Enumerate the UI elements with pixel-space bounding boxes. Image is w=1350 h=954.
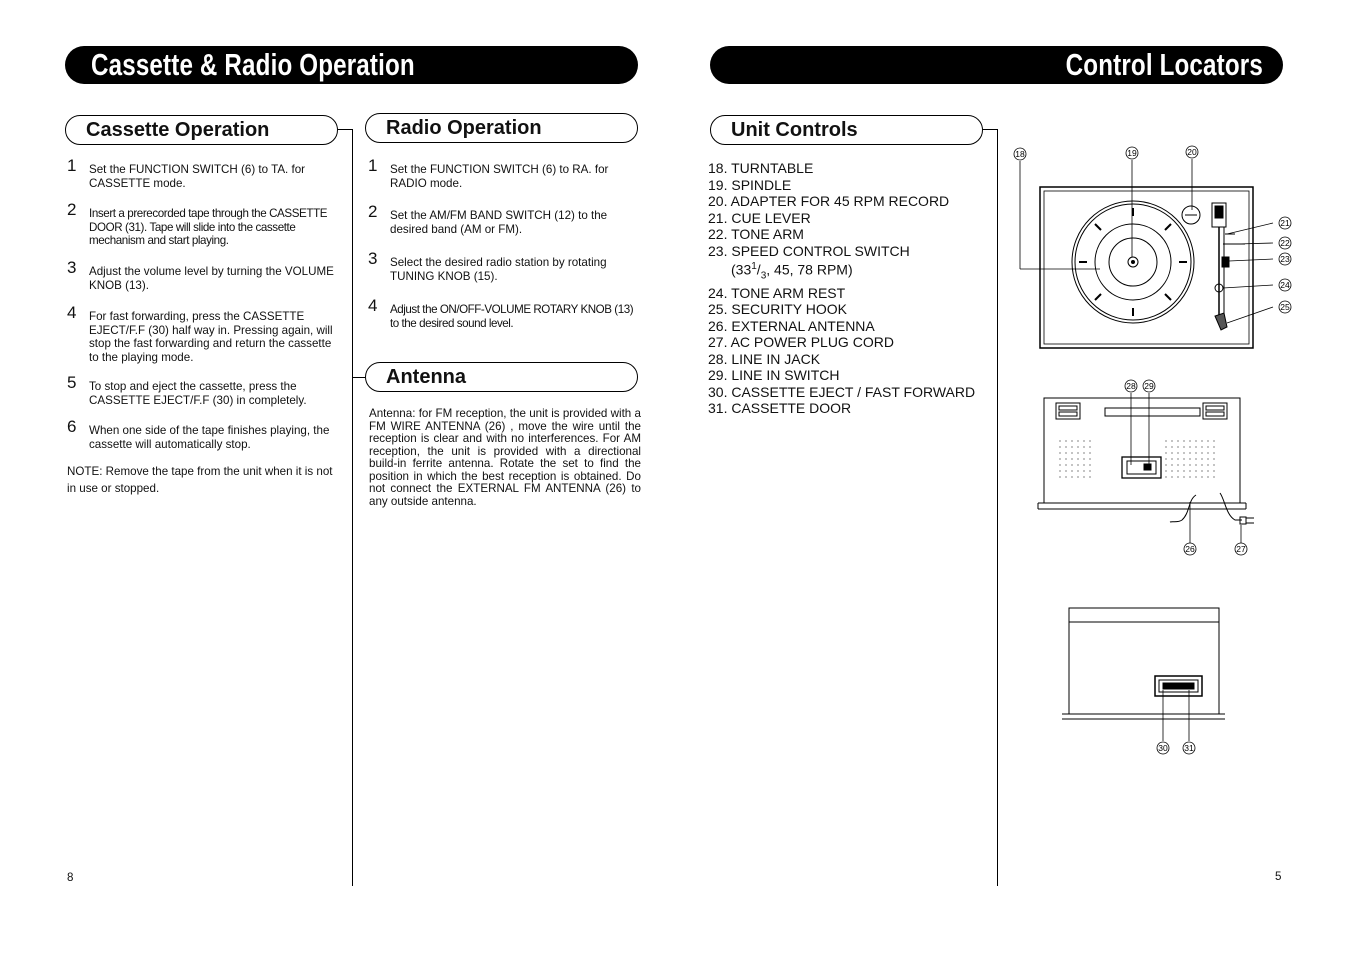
list-item: 19. SPINDLE bbox=[708, 176, 792, 193]
heading-connector bbox=[983, 129, 997, 130]
column-divider bbox=[997, 129, 998, 886]
svg-text:19: 19 bbox=[1127, 148, 1137, 158]
callout-28 bbox=[1125, 380, 1137, 392]
svg-text:31: 31 bbox=[1184, 743, 1194, 753]
svg-text:23: 23 bbox=[1280, 254, 1290, 264]
callout-25 bbox=[1279, 301, 1291, 313]
list-item: 28. LINE IN JACK bbox=[708, 350, 821, 367]
svg-text:21: 21 bbox=[1280, 218, 1290, 228]
callout-29 bbox=[1143, 380, 1155, 392]
list-item: 23. SPEED CONTROL SWITCH bbox=[708, 242, 910, 259]
cassette-note: NOTE: Remove the tape from the unit when it is not in use or stopped. bbox=[67, 465, 333, 495]
callout-20 bbox=[1186, 146, 1198, 158]
svg-text:29: 29 bbox=[1144, 381, 1154, 391]
callout-23 bbox=[1279, 253, 1291, 265]
list-item: 18. TURNTABLE bbox=[708, 160, 814, 176]
turntable-side-view-diagram bbox=[1055, 600, 1230, 765]
callout-30 bbox=[1157, 742, 1169, 754]
svg-text:25: 25 bbox=[1280, 302, 1290, 312]
antenna-heading bbox=[365, 362, 638, 392]
heading-connector bbox=[352, 377, 365, 378]
callout-31 bbox=[1183, 742, 1195, 754]
left-page-title: Cassette & Radio Operation bbox=[91, 47, 415, 82]
unit-controls-heading bbox=[710, 115, 983, 145]
unit-controls-heading-label: Unit Controls bbox=[731, 119, 858, 141]
list-item: 24. TONE ARM REST bbox=[708, 284, 846, 301]
list-item: 22. TONE ARM bbox=[708, 226, 804, 242]
speaker-grille-dots bbox=[1059, 440, 1215, 478]
svg-text:30: 30 bbox=[1158, 743, 1168, 753]
list-item: 30. CASSETTE EJECT / FAST FORWARD bbox=[708, 383, 976, 400]
radio-heading-label: Radio Operation bbox=[386, 117, 542, 139]
list-item: 27. AC POWER PLUG CORD bbox=[708, 334, 894, 351]
right-page-title: Control Locators bbox=[1065, 47, 1263, 82]
page-number-right: 5 bbox=[1275, 870, 1282, 883]
callout-22 bbox=[1279, 237, 1291, 249]
left-page-banner bbox=[65, 46, 638, 84]
list-item: 21. CUE LEVER bbox=[708, 209, 811, 226]
cassette-heading-label: Cassette Operation bbox=[86, 119, 270, 141]
callout-24 bbox=[1279, 279, 1291, 291]
list-item: 29. LINE IN SWITCH bbox=[708, 367, 840, 384]
svg-text:27: 27 bbox=[1236, 544, 1246, 554]
heading-connector bbox=[338, 129, 352, 130]
list-item: 25. SECURITY HOOK bbox=[708, 301, 848, 318]
antenna-heading-label: Antenna bbox=[386, 366, 466, 388]
svg-text:20: 20 bbox=[1187, 147, 1197, 157]
list-item: 26. EXTERNAL ANTENNA bbox=[708, 317, 875, 334]
cassette-operation-heading bbox=[65, 115, 338, 145]
callout-18 bbox=[1014, 148, 1026, 160]
unit-controls-list bbox=[708, 160, 975, 417]
svg-text:24: 24 bbox=[1280, 280, 1290, 290]
right-page-banner bbox=[710, 46, 1283, 84]
list-item: 31. CASSETTE DOOR bbox=[708, 400, 852, 417]
turntable-back-view-diagram bbox=[1030, 375, 1260, 565]
list-item: 20. ADAPTER FOR 45 RPM RECORD bbox=[708, 193, 950, 209]
svg-text:22: 22 bbox=[1280, 238, 1290, 248]
speed-detail: ($33^1/_3$, 45, 78 RPM) bbox=[731, 261, 853, 282]
callout-19 bbox=[1126, 147, 1138, 159]
svg-text:26: 26 bbox=[1185, 544, 1195, 554]
turntable-top-view-diagram bbox=[1005, 140, 1300, 355]
radio-operation-heading bbox=[365, 113, 638, 143]
svg-text:28: 28 bbox=[1126, 381, 1136, 391]
antenna-paragraph: Antenna: for FM reception, the unit is provided with a FM WIRE ANTENNA (26) , move the wire until the reception is clear and with no interferences. For AM reception, the unit is provided with a directional build-in ferrite antenna. Rotate the set to find the position in which the best reception is obtained. Do not connect the EXTERNAL FM ANTENNA (26) to any outside antenna. bbox=[369, 407, 641, 508]
page-number-left: 8 bbox=[67, 871, 74, 884]
callout-21 bbox=[1279, 217, 1291, 229]
callout-27 bbox=[1235, 543, 1247, 555]
callout-26 bbox=[1184, 543, 1196, 555]
svg-text:18: 18 bbox=[1015, 149, 1025, 159]
column-divider bbox=[352, 129, 353, 886]
